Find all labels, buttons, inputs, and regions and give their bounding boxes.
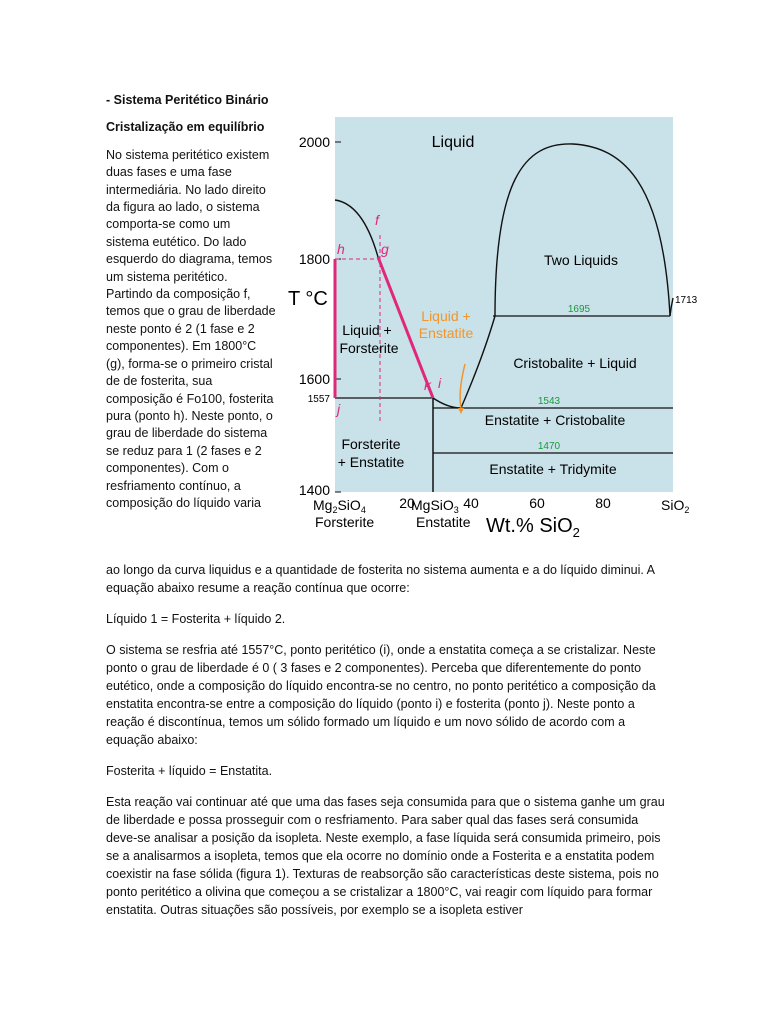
region-liquid-enstatite-1: Liquid + [421, 308, 471, 324]
section-heading: - Sistema Peritético Binário [106, 93, 269, 107]
y-tick-label-2000: 2000 [298, 134, 330, 150]
point-k-label: k [424, 377, 431, 393]
phase-diagram-figure [283, 92, 703, 552]
temp-1470-label: 1470 [537, 441, 561, 452]
temp-1543-label: 1543 [537, 396, 561, 407]
x-tick-label-20: 20 [399, 495, 415, 511]
endpoint-forsterite-formula: $Mg_2SiO_4$ [313, 497, 366, 515]
left-paragraph: No sistema peritético existem duas fases e uma fase intermediária. No lado direito da figura ao lado, o sistema comporta-se como um sistema eutético. Do lado esquerdo do diagrama, temos um sistema peritético. Partindo da composição f, temos que o grau de liberdade neste ponto é 2 (1 fase e 2 componentes). Em 1800°C (g), forma-se o primeiro cristal de de fosterita, sua composição é Fo100, fosterita pura (ponto h). Neste ponto, o grau de liberdade do sistema se reduz para 1 (2 fases e 2 componentes). Com o resfriamento contínuo, a composição do líquido varia [106, 147, 276, 510]
paragraph-3: Esta reação vai continuar até que uma das fases seja consumida para que o sistema ganhe um grau de liberdade e possa prosseguir com o resfriamento. Para saber qual das fases será consumida deve-se analisar a posição da isopleta. Neste exemplo, a fase líquida será consumida primeiro, pois se a analisarmos a isopleta, temos que ela ocorre no domínio onde a Fosterita e a enstatita podem coexistir na fase sólida (figura 1). Texturas de reabsorção são características deste sistema, pois no ponto peritético a olivina que começou a se cristalizar a 1800°C, vai reagir com líquido para formar enstatita. Outras situações são possíveis, por exemplo se a isopleta estiver [106, 795, 665, 917]
phase-diagram [283, 92, 703, 552]
equation-2: Fosterita + líquido = Enstatita. [106, 764, 273, 778]
region-cristobalite-liquid: Cristobalite + Liquid [513, 355, 637, 371]
endpoint-forsterite-name: Forsterite [315, 514, 375, 530]
region-liquid-forsterite-2: Forsterite [339, 340, 399, 356]
point-f-label: f [375, 212, 379, 228]
point-j-label: j [337, 401, 341, 417]
endpoint-enstatite-name: Enstatite [416, 514, 471, 530]
x-tick-label-40: 40 [463, 495, 479, 511]
y-tick-label-1800: 1800 [298, 251, 330, 267]
region-two-liquids: Two Liquids [544, 252, 618, 268]
section-subheading: Cristalização em equilíbrio [106, 120, 265, 135]
endpoint-silica-formula: SiO$_2$ [661, 497, 690, 515]
point-g-label: g [381, 241, 389, 257]
region-liquid-enstatite-2: Enstatite [418, 325, 474, 341]
endpoint-enstatite-formula: MgSiO$_3$ [411, 497, 459, 515]
region-enstatite-tridymite: Enstatite + Tridymite [489, 461, 617, 477]
region-forsterite-enstatite-2: + Enstatite [337, 454, 405, 470]
x-tick-label-80: 80 [595, 495, 611, 511]
y-tick-label-1600: 1600 [298, 371, 330, 387]
region-forsterite-enstatite-1: Forsterite [341, 436, 401, 452]
region-enstatite-cristobalite: Enstatite + Cristobalite [484, 412, 626, 428]
point-i-label: i [438, 375, 442, 391]
left-column [106, 92, 276, 520]
temp-1713-label: 1713 [675, 295, 698, 306]
point-h-label: h [337, 241, 345, 257]
main-body-text [106, 561, 666, 932]
temp-1695-label: 1695 [567, 304, 591, 315]
continuation-paragraph: ao longo da curva liquidus e a quantidade de fosterita no sistema aumenta e a do líquido diminui. A equação abaixo resume a reação contínua que ocorre: [106, 563, 655, 595]
y-label-1557: 1557 [307, 394, 330, 405]
region-liquid: Liquid [431, 134, 475, 151]
y-tick-label-1400: 1400 [298, 482, 330, 498]
equation-1: Líquido 1 = Fosterita + líquido 2. [106, 612, 286, 626]
x-tick-label-60: 60 [529, 495, 545, 511]
region-liquid-forsterite-1: Liquid + [342, 322, 392, 338]
x-axis-label: Wt.% SiO$_2$ [486, 515, 580, 540]
paragraph-2: O sistema se resfria até 1557°C, ponto peritético (i), onde a enstatita começa a se cristalizar. Neste ponto o grau de liberdade é 0 ( 3 fases e 2 componentes). Perceba que diferentemente do ponto eutético, onde a composição do líquido encontra-se no centro, no ponto peritético a composição da enstatita encontra-se entre a composição do líquido (ponto i) e fosterita (ponto j). Neste ponto a reação é discontínua, temos um sólido formado um líquido e um novo sólido de acordo com a equação abaixo: [106, 643, 656, 747]
y-axis-label: T °C [288, 288, 328, 310]
